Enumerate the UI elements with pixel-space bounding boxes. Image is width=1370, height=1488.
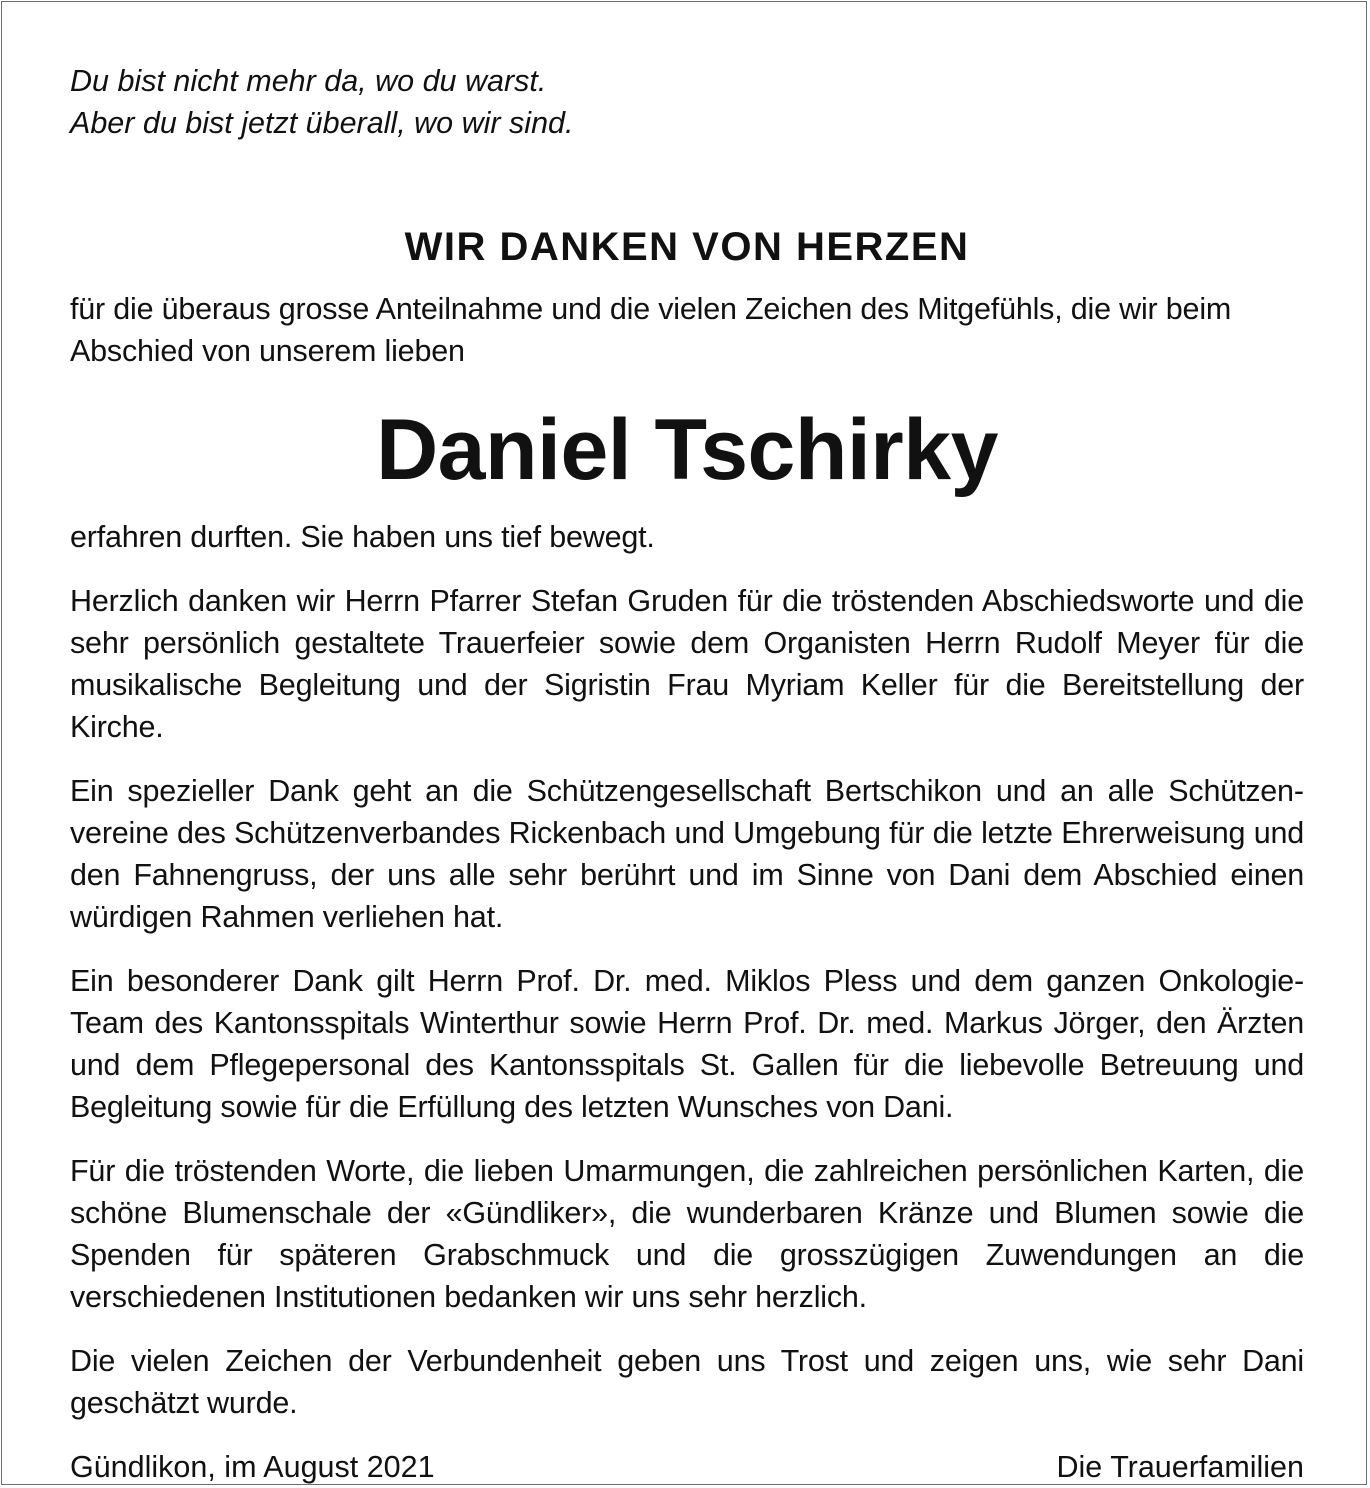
notice-frame — [1, 1, 1367, 1485]
paragraph-condolences: Für die tröstenden Worte, die lieben Umarmungen, die zahlreichen persönlichen Karten, die schöne Blumenschale der «Gündliker», die wunderbaren Kränze und Blumen sowie die Spenden für späteren Grabschmuck und die grosszügigen Zuwendungen an die verschiedenen Institutionen bedanken wir uns sehr herzlich. — [70, 1154, 1304, 1314]
paragraph-shooting-club: Ein spezieller Dank geht an die Schützengesellschaft Bertschikon und an alle Schützenvereine des Schützenverbandes Rickenbach und Umgebung für die letzte Ehrerweisung und den Fahnengruss, der uns alle sehr berührt und im Sinne von Dani dem Abschied einen würdigen Rahmen verliehen hat. — [70, 774, 1304, 934]
signature: Die Trauerfamilien — [1056, 1450, 1304, 1484]
paragraph-medical-team: Ein besonderer Dank gilt Herrn Prof. Dr. med. Miklos Pless und dem ganzen Onkologie-Team des Kantonsspitals Winterthur sowie Herrn Prof. Dr. med. Markus Jörger, den Ärzten und dem Pflegepersonal des Kantonsspitals St. Gallen für die liebevolle Betreuung und Begleitung sowie für die Erfüllung des letzten Wunsches von Dani. — [70, 964, 1304, 1124]
motto-line-2: Aber du bist jetzt überall, wo wir sind. — [70, 106, 574, 140]
intro-text: für die überaus grosse Anteilnahme und die vielen Zeichen des Mitgefühls, die wir beim Abschied von unserem lieben — [70, 292, 1232, 368]
thanks-heading: WIR DANKEN VON HERZEN — [404, 225, 970, 269]
place-date: Gündlikon, im August 2021 — [70, 1450, 435, 1484]
deceased-name: Daniel Tschirky — [376, 402, 998, 498]
paragraph-solidarity: Die vielen Zeichen der Verbundenheit geben uns Trost und zeigen uns, wie sehr Dani geschätzt wurde. — [70, 1344, 1304, 1420]
paragraph-pastor: Herzlich danken wir Herrn Pfarrer Stefan Gruden für die tröstenden Abschiedsworte und die sehr persönlich gestaltete Trauerfeier sowie dem Organisten Herrn Rudolf Meyer für die musikalische Begleitung und der Sigristin Frau Myriam Keller für die Bereitstellung der Kirche. — [70, 584, 1304, 744]
motto — [70, 60, 1304, 144]
notice-content — [70, 60, 1304, 1488]
after-name-text: erfahren durften. Sie haben uns tief bewegt. — [70, 520, 655, 554]
signoff — [70, 1446, 1304, 1488]
motto-line-1: Du bist nicht mehr da, wo du warst. — [70, 64, 547, 98]
